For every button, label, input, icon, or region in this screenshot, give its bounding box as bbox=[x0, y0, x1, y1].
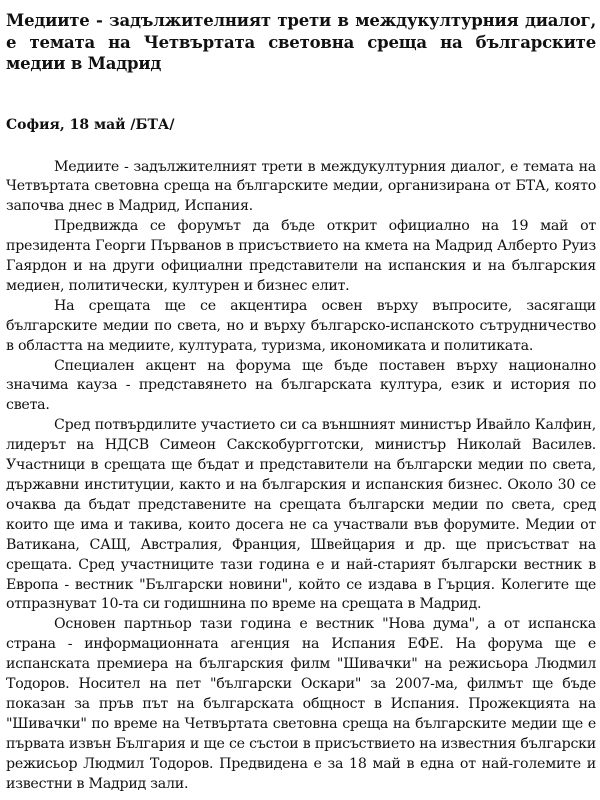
article-dateline: София, 18 май /БТА/ bbox=[6, 116, 175, 133]
article-paragraph: На срещата ще се акцентира освен върху въпросите, засягащи българските медии по света, но и върху българско-испанското сътрудничество в областта на медиите, културата, туризма, икономиката и политиката. bbox=[6, 297, 596, 354]
article-paragraph: Предвижда се форумът да бъде открит официално на 19 май от президента Георги Първанов в присъствието на кмета на Мадрид Алберто Руиз Гаярдон и на други официални представители на испанския и на българския медиен, политически, културен и бизнес елит. bbox=[6, 218, 596, 294]
article-paragraph: Медиите - задължителният трети в междукултурния диалог, е темата на Четвъртата световна среща на българските медии, организирана от БТА, която започва днес в Мадрид, Испания. bbox=[6, 158, 596, 215]
article-headline: Медиите - задължителният трети в междукултурния диалог, е темата на Четвъртата световна среща на българските медии в Мадрид bbox=[6, 11, 596, 73]
article-paragraph: Основен партньор тази година е вестник "Нова дума", а от испанска страна - информационната агенция на Испания ЕФЕ. На форума ще е испанската премиера на българския филм "Шивачки" на режисьора Людмил Тодоров. Носител на пет "български Оскари" за 2007-ма, филмът ще бъде показан за пръв път на българската общност в Испания. Прожекцията на "Шивачки" по време на Четвъртата световна среща на българските медии ще е първата извън България и ще се състои в присъствието на известния български режисьор Людмил Тодоров. Предвидена е за 18 май в една от най-големите и известни в Мадрид зали. bbox=[6, 616, 596, 792]
article-paragraph: Специален акцент на форума ще бъде поставен върху национално значима кауза - представянето на българската култура, език и история по света. bbox=[6, 357, 596, 414]
article-body bbox=[6, 158, 596, 795]
article-paragraph: Сред потвърдилите участието си са външният министър Ивайло Калфин, лидерът на НДСВ Симеон Сакскобургготски, министър Николай Василев. Участници в срещата ще бъдат и представители на български медии по света, държавни институции, както и на българския и испанския бизнес. Около 30 се очаква да бъдат представените на срещата български медии по света, сред които ще има и такива, които досега не са участвали във форумите. Медии от Ватикана, САЩ, Австралия, Франция, Швейцария и др. ще присъстват на срещата. Сред участниците тази година е и най-старият български вестник в Европа - вестник "Български новини", който се издава в Гърция. Колегите ще отпразнуват 10-та си годишнина по време на срещата в Мадрид. bbox=[6, 417, 596, 613]
